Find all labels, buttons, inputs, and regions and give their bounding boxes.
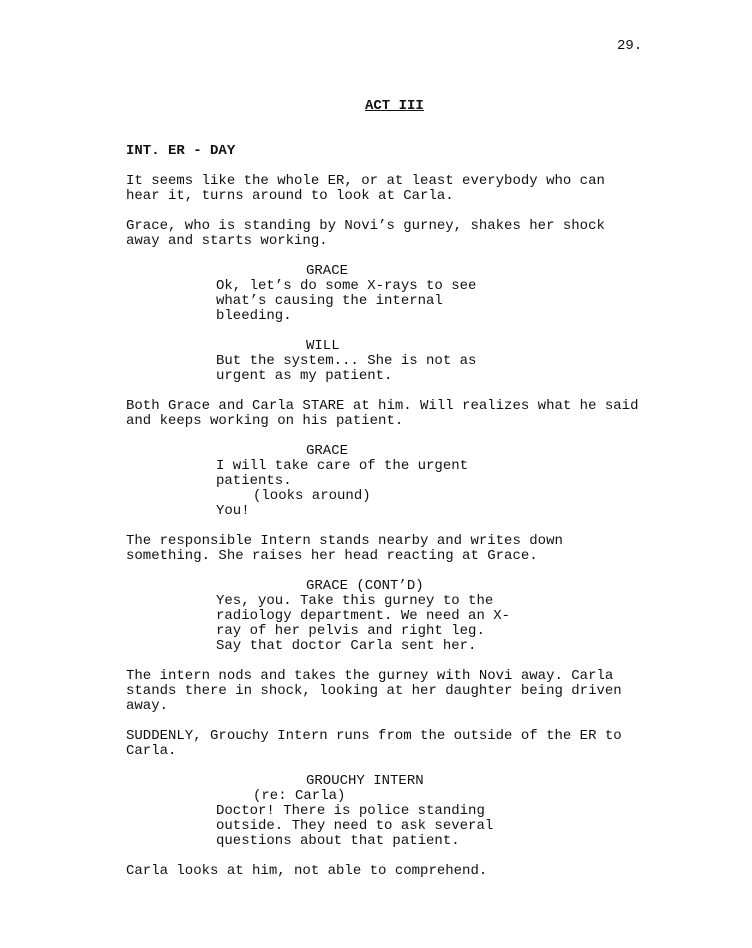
dialogue-line: Doctor! There is police standing (216, 803, 485, 819)
action-line: Carla looks at him, not able to comprehend. (126, 863, 488, 879)
dialogue-line: You! (216, 503, 250, 519)
action-line: hear it, turns around to look at Carla. (126, 188, 454, 204)
action-line: It seems like the whole ER, or at least everybody who can (126, 173, 605, 189)
action-line: The responsible Intern stands nearby and writes down (126, 533, 563, 549)
character-name: GRACE (CONT’D) (306, 578, 424, 594)
action-line: The intern nods and takes the gurney with Novi away. Carla (126, 668, 614, 684)
dialogue-line: Yes, you. Take this gurney to the (216, 593, 494, 609)
dialogue-line: bleeding. (216, 308, 292, 324)
dialogue-line: outside. They need to ask several (216, 818, 494, 834)
action-line: something. She raises her head reacting at Grace. (126, 548, 538, 564)
action-line: away and starts working. (126, 233, 328, 249)
character-name: WILL (306, 338, 340, 354)
action-line: SUDDENLY, Grouchy Intern runs from the outside of the ER to (126, 728, 622, 744)
action-line: stands there in shock, looking at her daughter being driven (126, 683, 622, 699)
dialogue-line: Say that doctor Carla sent her. (216, 638, 477, 654)
action-line: and keeps working on his patient. (126, 413, 404, 429)
dialogue-line: Ok, let’s do some X-rays to see (216, 278, 477, 294)
dialogue-line: urgent as my patient. (216, 368, 393, 384)
dialogue-line: questions about that patient. (216, 833, 460, 849)
character-name: GRACE (306, 443, 349, 459)
character-name: GRACE (306, 263, 349, 279)
action-line: Carla. (126, 743, 177, 759)
dialogue-line: patients. (216, 473, 292, 489)
dialogue-line: But the system... She is not as (216, 353, 477, 369)
action-line: away. (126, 698, 169, 714)
parenthetical: (re: Carla) (253, 788, 346, 804)
scene-heading: INT. ER - DAY (126, 143, 236, 159)
dialogue-line: I will take care of the urgent (216, 458, 469, 474)
dialogue-line: radiology department. We need an X- (216, 608, 511, 624)
action-line: Both Grace and Carla STARE at him. Will realizes what he said (126, 398, 639, 414)
dialogue-line: what’s causing the internal (216, 293, 443, 309)
act-heading: ACT III (365, 98, 424, 114)
dialogue-line: ray of her pelvis and right leg. (216, 623, 485, 639)
page-number: 29. (617, 38, 643, 54)
action-line: Grace, who is standing by Novi’s gurney, shakes her shock (126, 218, 605, 234)
character-name: GROUCHY INTERN (306, 773, 424, 789)
parenthetical: (looks around) (253, 488, 371, 504)
